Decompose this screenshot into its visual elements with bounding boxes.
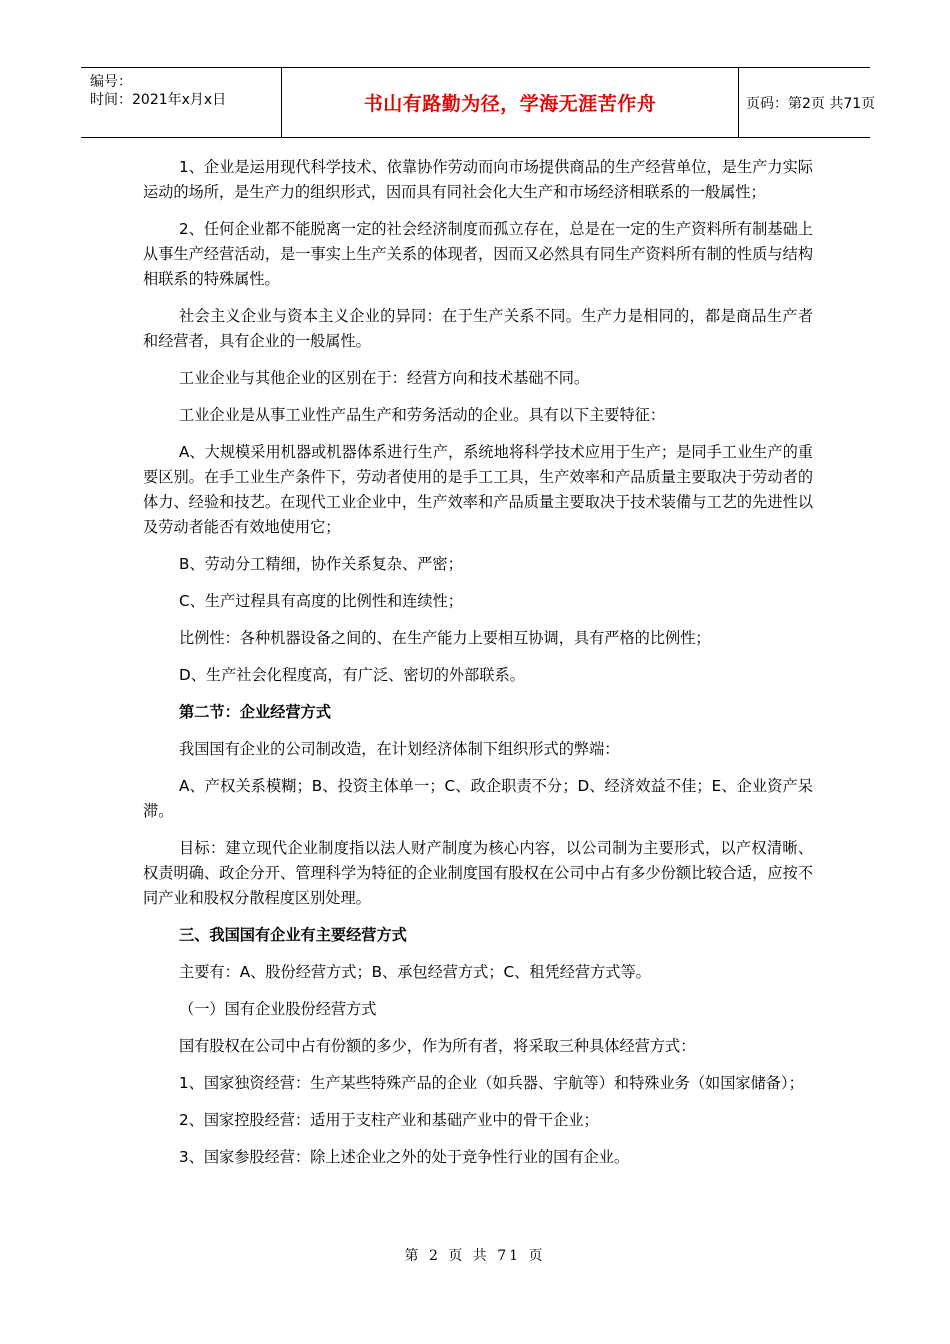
paragraph: 目标：建立现代企业制度指以法人财产制度为核心内容，以公司制为主要形式，以产权清晰、权责明确、政企分开、管理科学为特征的企业制度国有股权在公司中占有多少份额比较合适，应按不同产业和股权分散程度区别处理。 bbox=[143, 839, 813, 907]
paragraph: C、生产过程具有高度的比例性和连续性； bbox=[179, 592, 463, 610]
footer-page-number: 第 2 页 共 71 页 bbox=[404, 1248, 546, 1264]
section-heading: 三、我国国有企业有主要经营方式 bbox=[179, 926, 407, 944]
paragraph: 主要有：A、股份经营方式；B、承包经营方式；C、租凭经营方式等。 bbox=[179, 963, 651, 981]
paragraph: 2、国家控股经营：适用于支柱产业和基础产业中的骨干企业； bbox=[179, 1111, 599, 1129]
header-motto: 书山有路勤为径，学海无涯苦作舟 bbox=[363, 93, 657, 115]
header-meta bbox=[81, 68, 281, 137]
subsection-heading: （一）国有企业股份经营方式 bbox=[179, 1000, 377, 1018]
paragraph: 3、国家参股经营：除上述企业之外的处于竞争性行业的国有企业。 bbox=[179, 1148, 630, 1166]
paragraph: A、大规模采用机器或机器体系进行生产，系统地将科学技术应用于生产；是同手工业生产的重要区别。在手工业生产条件下，劳动者使用的是手工工具，生产效率和产品质量主要取决于劳动者的体力、经验和技艺。在现代工业企业中，生产效率和产品质量主要取决于技术装備与工艺的先进性以及劳动者能否有效地使用它； bbox=[143, 443, 813, 536]
header-page-cell bbox=[738, 68, 876, 137]
paragraph: B、劳动分工精细，协作关系复杂、严密； bbox=[179, 555, 463, 573]
time-label: 时间：2021年x月x日 bbox=[90, 92, 227, 108]
paragraph: 1、企业是运用现代科学技术、依靠协作劳动而向市场提供商品的生产经营单位，是生产力实际运动的场所，是生产力的组织形式，因而具有同社会化大生产和市场经济相联系的一般属性； bbox=[143, 158, 813, 201]
header-page-info: 页码：第2页 共71页 bbox=[746, 95, 876, 112]
paragraph: A、产权关系模糊；B、投资主体单一；C、政企职责不分；D、经济效益不佳；E、企业资产呆滞。 bbox=[143, 777, 813, 820]
number-label: 编号： bbox=[90, 74, 132, 90]
paragraph: 工业企业与其他企业的区别在于：经营方向和技术基础不同。 bbox=[179, 369, 590, 387]
paragraph: 我国国有企业的公司制改造，在计划经济体制下组织形式的弊端： bbox=[179, 740, 620, 758]
paragraph: 工业企业是从事工业性产品生产和劳务活动的企业。具有以下主要特征： bbox=[179, 406, 665, 424]
section-heading: 第二节：企业经营方式 bbox=[179, 703, 331, 721]
paragraph: 1、国家独资经营：生产某些特殊产品的企业（如兵器、宇航等）和特殊业务（如国家储备）； bbox=[179, 1074, 804, 1092]
paragraph: 社会主义企业与资本主义企业的异同：在于生产关系不同。生产力是相同的，都是商品生产者和经营者，具有企业的一般属性。 bbox=[143, 307, 813, 350]
paragraph: D、生产社会化程度高，有广泛、密切的外部联系。 bbox=[179, 666, 525, 684]
paragraph: 2、任何企业都不能脱离一定的社会经济制度而孤立存在，总是在一定的生产资料所有制基础上从事生产经营活动，是一事实上生产关系的体现者，因而又必然具有同生产资料所有制的性质与结构相联系的特殊属性。 bbox=[143, 220, 813, 288]
document-body bbox=[143, 155, 813, 1182]
document-header bbox=[81, 67, 876, 138]
page-footer bbox=[0, 1245, 950, 1265]
paragraph: 比例性：各种机器设备之间的、在生产能力上要相互协调，具有严格的比例性； bbox=[179, 629, 711, 647]
paragraph: 国有股权在公司中占有份额的多少，作为所有者，将采取三种具体经营方式： bbox=[179, 1037, 696, 1055]
header-motto-cell bbox=[281, 68, 739, 137]
